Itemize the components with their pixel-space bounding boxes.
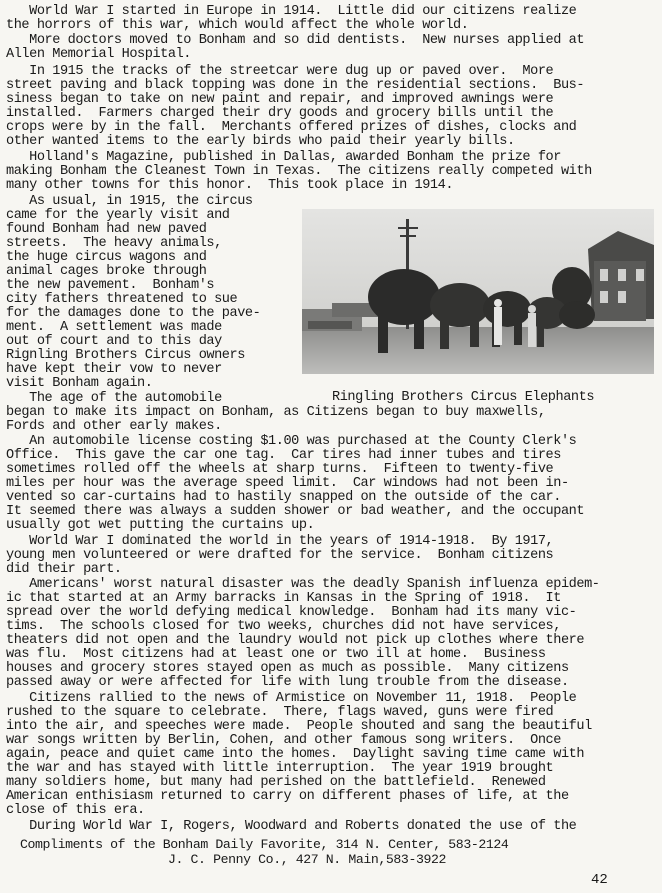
body-text-line: vented so car-curtains had to hastily snapped on the outside of the car. bbox=[6, 490, 561, 505]
body-text-line: crops were by in the fall. Merchants offered prizes of dishes, clocks and bbox=[6, 120, 577, 135]
body-text-line: began to make its impact on Bonham, as Citizens began to buy maxwells, bbox=[6, 405, 546, 420]
body-text-line: the war and has stayed with little interruption. The year 1919 brought bbox=[6, 761, 554, 776]
footer-sponsor-line-1: Compliments of the Bonham Daily Favorite, 314 N. Center, 583-2124 bbox=[20, 837, 509, 852]
body-text-line: It seemed there was always a sudden shower or bad weather, and the occupant bbox=[6, 504, 585, 519]
body-text-line: In 1915 the tracks of the streetcar were dug up or paved over. More bbox=[6, 64, 554, 79]
body-text-line: animal cages broke through bbox=[6, 264, 207, 279]
body-text-line: city fathers threatened to sue bbox=[6, 292, 238, 307]
body-text-line: was flu. Most citizens had at least one or two ill at home. Business bbox=[6, 647, 546, 662]
body-text-line: American enthisiasm returned to carry on different phases of life, at the bbox=[6, 789, 569, 804]
body-text-line: other wanted items to the early birds who paid their yearly bills. bbox=[6, 134, 515, 149]
body-text-line: Fords and other early makes. bbox=[6, 419, 222, 434]
body-text-line: ment. A settlement was made bbox=[6, 320, 222, 335]
body-text-line: An automobile license costing $1.00 was purchased at the County Clerk's bbox=[6, 434, 577, 449]
photo-caption: Ringling Brothers Circus Elephants bbox=[332, 390, 595, 405]
body-text-line: World War I started in Europe in 1914. Little did our citizens realize bbox=[6, 4, 577, 19]
body-text-line: More doctors moved to Bonham and so did dentists. New nurses applied at bbox=[6, 33, 585, 48]
body-text-line: sometimes rolled off the wheels at sharp turns. Fifteen to twenty-five bbox=[6, 462, 554, 477]
body-text-line: visit Bonham again. bbox=[6, 376, 153, 391]
page-number: 42 bbox=[591, 872, 608, 888]
body-text-line: Office. This gave the car one tag. Car tires had inner tubes and tires bbox=[6, 448, 561, 463]
body-text-line: passed away or were affected for life with lung trouble from the disease. bbox=[6, 675, 569, 690]
body-text-line: have kept their vow to never bbox=[6, 362, 222, 377]
body-text-line: Citizens rallied to the news of Armistice on November 11, 1918. People bbox=[6, 691, 577, 706]
body-text-line: Allen Memorial Hospital. bbox=[6, 47, 191, 62]
body-text-line: street paving and black topping was done in the residential sections. Bus- bbox=[6, 78, 585, 93]
body-text-line: did their part. bbox=[6, 562, 122, 577]
body-text-line: During World War I, Rogers, Woodward and Roberts donated the use of the bbox=[6, 819, 577, 834]
body-text-line: tims. The schools closed for two weeks, churches did not have services, bbox=[6, 619, 561, 634]
body-text-line: the huge circus wagons and bbox=[6, 250, 207, 265]
body-text-line: many soldiers home, but many had perished on the battlefield. Renewed bbox=[6, 775, 546, 790]
body-text-line: many other towns for this honor. This took place in 1914. bbox=[6, 178, 454, 193]
photo-image bbox=[302, 209, 654, 374]
circus-elephants-photo bbox=[302, 209, 654, 374]
body-text-line: houses and grocery stores stayed open as much as possible. Many citizens bbox=[6, 661, 569, 676]
body-text-line: rushed to the square to celebrate. There, flags waved, guns were fired bbox=[6, 705, 554, 720]
body-text-line: The age of the automobile bbox=[6, 391, 222, 406]
body-text-line: the horrors of this war, which would affect the whole world. bbox=[6, 18, 469, 33]
body-text-line: World War I dominated the world in the years of 1914-1918. By 1917, bbox=[6, 534, 554, 549]
body-text-line: the new pavement. Bonham's bbox=[6, 278, 215, 293]
body-text-line: Americans' worst natural disaster was the deadly Spanish influenza epidem- bbox=[6, 577, 600, 592]
body-text-line: close of this era. bbox=[6, 803, 145, 818]
body-text-line: siness began to take on new paint and repair, and improved awnings were bbox=[6, 92, 554, 107]
body-text-line: into the air, and speeches were made. People shouted and sang the beautiful bbox=[6, 719, 592, 734]
body-text-line: miles per hour was the average speed limit. Car windows had not been in- bbox=[6, 476, 569, 491]
body-text-line: again, peace and quiet came into the homes. Daylight saving time came with bbox=[6, 747, 585, 762]
body-text-line: Holland's Magazine, published in Dallas, awarded Bonham the prize for bbox=[6, 150, 561, 165]
body-text-line: ic that started at an Army barracks in Kansas in the Spring of 1918. It bbox=[6, 591, 561, 606]
body-text-line: young men volunteered or were drafted for the service. Bonham citizens bbox=[6, 548, 554, 563]
body-text-line: usually got wet putting the curtains up. bbox=[6, 518, 315, 533]
body-text-line: As usual, in 1915, the circus bbox=[6, 194, 253, 209]
body-text-line: installed. Farmers charged their dry goods and grocery bills until the bbox=[6, 106, 554, 121]
body-text-line: war songs written by Berlin, Cohen, and other famous song writers. Once bbox=[6, 733, 561, 748]
body-text-line: making Bonham the Cleanest Town in Texas. The citizens really competed with bbox=[6, 164, 592, 179]
body-text-line: came for the yearly visit and bbox=[6, 208, 230, 223]
body-text-line: spread over the world defying medical knowledge. Bonham had its many vic- bbox=[6, 605, 577, 620]
body-text-line: out of court and to this day bbox=[6, 334, 222, 349]
body-text-line: for the damages done to the pave- bbox=[6, 306, 261, 321]
body-text-line: Rignling Brothers Circus owners bbox=[6, 348, 245, 363]
footer-sponsor-line-2: J. C. Penny Co., 427 N. Main,583-3922 bbox=[168, 852, 447, 867]
body-text-line: theaters did not open and the laundry would not pick up clothes where there bbox=[6, 633, 585, 648]
body-text-line: found Bonham had new paved bbox=[6, 222, 207, 237]
body-text-line: streets. The heavy animals, bbox=[6, 236, 222, 251]
